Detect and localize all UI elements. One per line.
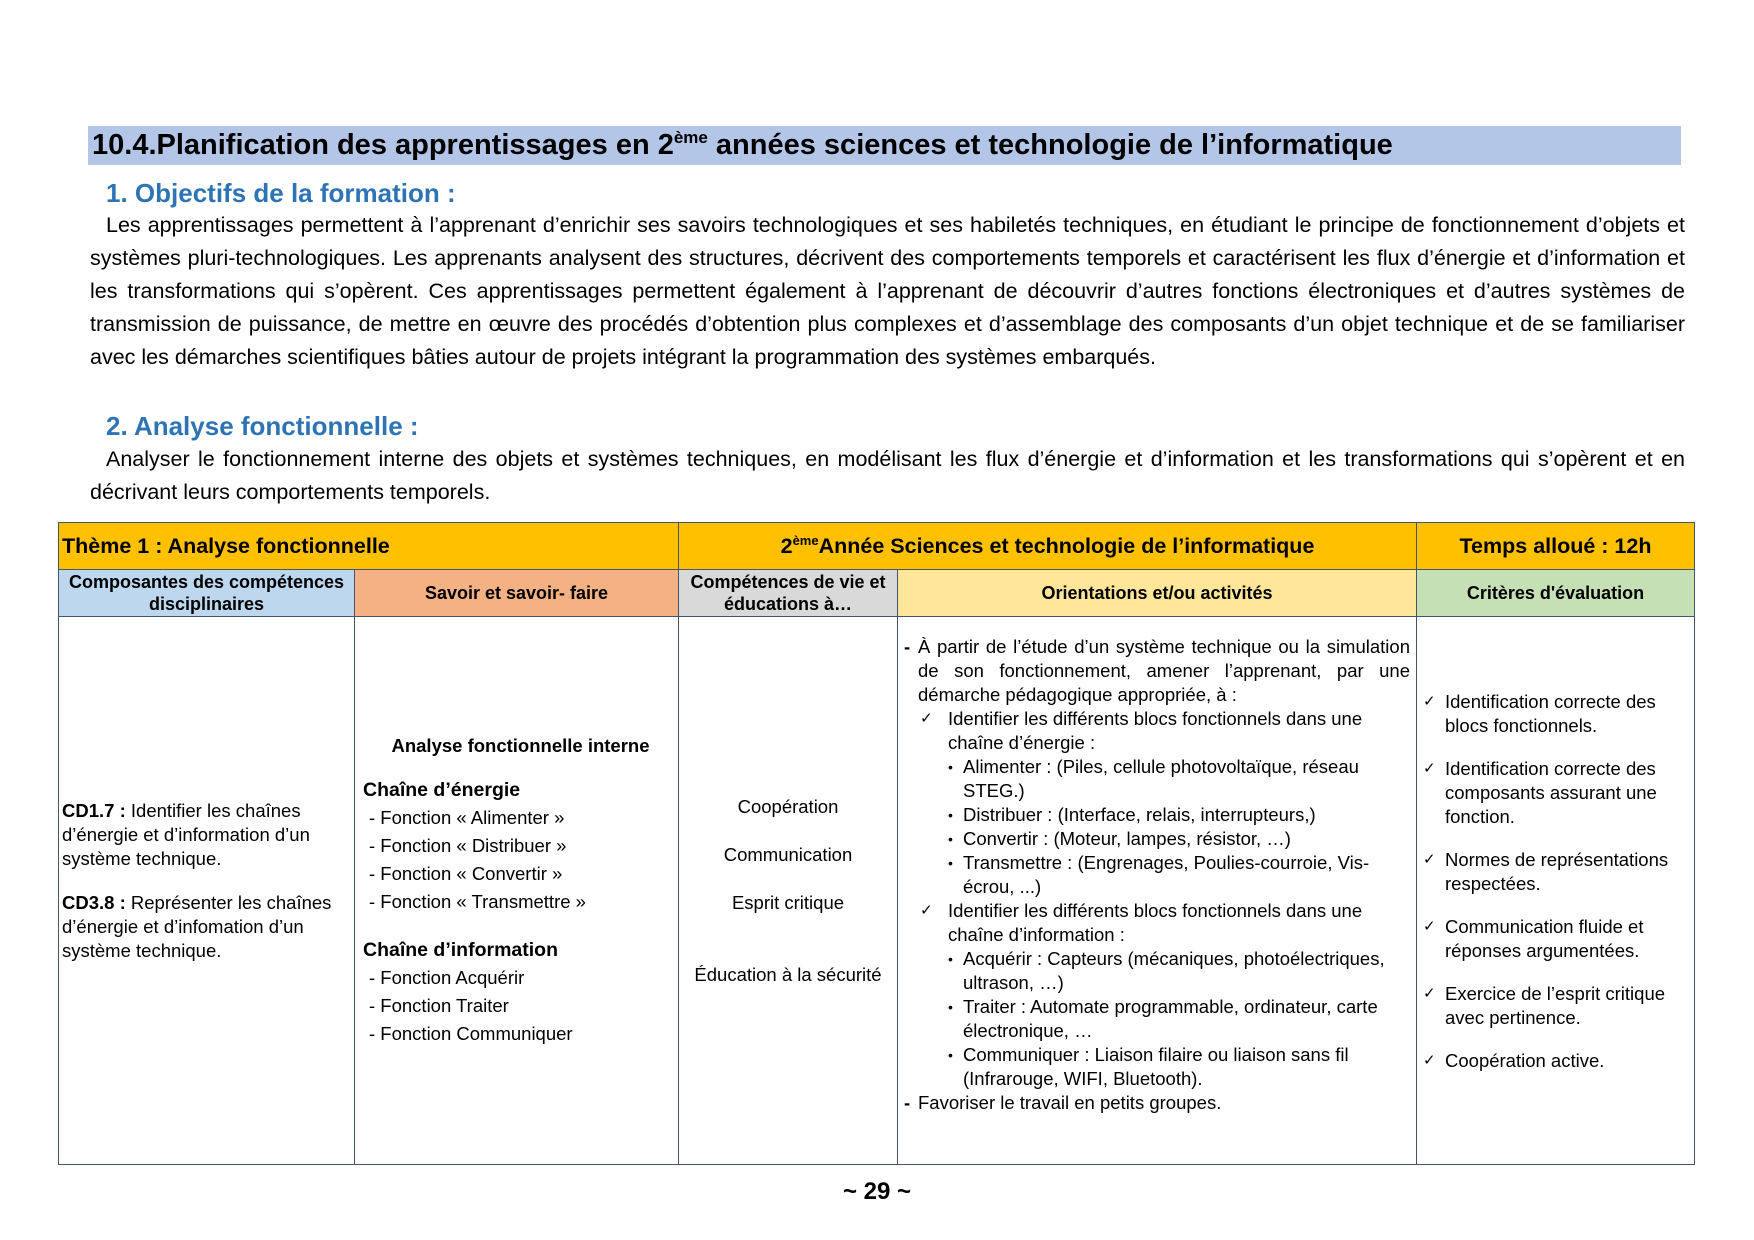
orientation-bullet-text: Traiter : Automate programmable, ordinateur, carte électronique, …: [963, 996, 1378, 1041]
competences-cell: [59, 617, 355, 1165]
header-savoir: Savoir et savoir- faire: [355, 570, 679, 617]
bullet-icon: •: [948, 759, 953, 775]
orientations-cell: [898, 617, 1417, 1165]
check-icon: ✓: [920, 902, 933, 919]
energie-item: - Fonction « Alimenter »: [369, 806, 565, 828]
theme-row: [59, 523, 1695, 570]
critere-text: Exercice de l’esprit critique avec pertinence.: [1445, 982, 1666, 1028]
orientation-bullet: [904, 1043, 1410, 1091]
critere-text: Normes de représentations respectées.: [1445, 848, 1669, 894]
life-skill: Esprit critique: [731, 891, 845, 913]
content-row: [59, 617, 1695, 1165]
energie-title: Chaîne d’énergie: [363, 778, 521, 801]
check-icon: ✓: [920, 710, 933, 727]
orientation-bullet-text: Distribuer : (Interface, relais, interrupteurs,): [963, 804, 1316, 825]
criteres-cell: [1417, 617, 1695, 1165]
critere-item: [1423, 848, 1690, 896]
critere-item: [1423, 1049, 1690, 1073]
life-skill: Communication: [723, 843, 853, 865]
orientation-check: [904, 707, 1410, 755]
savoir-cell: [355, 617, 679, 1165]
orientation-bullet: [904, 755, 1410, 803]
info-item: - Fonction Acquérir: [369, 966, 525, 988]
theme-cell: [59, 523, 679, 570]
section2-paragraph: Analyser le fonctionnement interne des objets et systèmes techniques, en modélisant les flux d’énergie et d’information et les transformations qui s’opèrent et en décrivant leurs comportements temporels.: [90, 447, 1685, 504]
info-item: - Fonction Communiquer: [369, 1022, 573, 1044]
orientation-intro: [904, 635, 1410, 707]
bullet-icon: •: [948, 855, 953, 871]
critere-text: Identification correcte des composants assurant une fonction.: [1445, 757, 1657, 827]
critere-item: [1423, 757, 1690, 829]
year-superscript: ème: [792, 532, 819, 548]
critere-item: [1423, 690, 1690, 738]
energie-item: - Fonction « Transmettre »: [369, 890, 586, 912]
bullet-icon: •: [948, 951, 953, 967]
check-icon: ✓: [1423, 850, 1436, 868]
year-cell: [679, 523, 1417, 570]
check-icon: ✓: [1423, 917, 1436, 935]
orientation-bullet: [904, 947, 1410, 995]
info-item: - Fonction Traiter: [369, 994, 509, 1016]
orientation-bullet-text: Acquérir : Capteurs (mécaniques, photoélectriques, ultrason, …): [963, 948, 1385, 993]
orientation-bullet-text: Alimenter : (Piles, cellule photovoltaïque, réseau STEG.): [963, 756, 1359, 801]
orientation-check-text: Identifier les différents blocs fonctionnels dans une chaîne d’énergie :: [948, 708, 1363, 753]
check-icon: ✓: [1423, 692, 1436, 710]
orientation-check-text: Identifier les différents blocs fonctionnels dans une chaîne d’information :: [948, 900, 1363, 945]
energie-item: - Fonction « Distribuer »: [369, 834, 567, 856]
bullet-icon: •: [948, 1047, 953, 1063]
orientation-bullet-text: Convertir : (Moteur, lampes, résistor, …): [963, 828, 1291, 849]
time-label: Temps alloué : 12h: [1459, 533, 1652, 558]
critere-item: [1423, 982, 1690, 1030]
critere-text: Identification correcte des blocs fonctionnels.: [1445, 690, 1656, 736]
time-cell: [1417, 523, 1695, 570]
orientation-bullet-text: Communiquer : Liaison filaire ou liaison sans fil (Infrarouge, WIFI, Bluetooth).: [963, 1044, 1349, 1089]
header-orientations: Orientations et/ou activités: [898, 570, 1417, 617]
check-icon: ✓: [1423, 759, 1436, 777]
orientation-bullet: [904, 851, 1410, 899]
dash-icon: -: [904, 1092, 911, 1113]
competences-vie-cell: [679, 617, 898, 1165]
theme-label: Thème 1 : Analyse fonctionnelle: [62, 533, 390, 558]
competence-item: [62, 799, 350, 871]
competence-text: Identifier les chaînes d’énergie et d’information d’un système technique.: [62, 799, 310, 869]
title-suffix: années sciences et technologie de l’informatique: [707, 129, 1393, 161]
competence-code: CD1.7 :: [62, 799, 126, 821]
page-number: ~ 29 ~: [842, 1178, 912, 1205]
orientation-bullet: [904, 995, 1410, 1043]
year-label: Année Sciences et technologie de l’informatique: [818, 533, 1315, 558]
section2-heading: 2. Analyse fonctionnelle :: [106, 411, 419, 441]
orientation-bullet: [904, 803, 1410, 827]
title-prefix: 10.4.Planification des apprentissages en 2: [92, 129, 674, 161]
critere-item: [1423, 915, 1690, 963]
title-superscript: ème: [673, 128, 708, 147]
competence-text: Représenter les chaînes d’énergie et d’infomation d’un système technique.: [62, 891, 332, 961]
header-criteres: Critères d'évaluation: [1417, 570, 1695, 617]
year-prefix: 2: [780, 533, 793, 558]
energie-item: - Fonction « Convertir »: [369, 862, 563, 884]
planning-table: [58, 522, 1695, 1165]
page-title: [88, 126, 1681, 165]
check-icon: ✓: [1423, 1051, 1436, 1069]
bullet-icon: •: [948, 831, 953, 847]
orientation-check: [904, 899, 1410, 947]
competence-code: CD3.8 :: [62, 891, 126, 913]
critere-text: Communication fluide et réponses argumentées.: [1445, 915, 1644, 961]
orientation-intro-text: À partir de l’étude d’un système technique ou la simulation de son fonctionnement, amener l’apprenant, par une démarche pédagogique appropriée, à :: [918, 636, 1410, 705]
check-icon: ✓: [1423, 984, 1436, 1002]
orientation-bullet: [904, 827, 1410, 851]
bullet-icon: •: [948, 999, 953, 1015]
competence-item: [62, 891, 350, 963]
orientation-outro: [904, 1091, 1410, 1115]
critere-text: Coopération active.: [1445, 1049, 1605, 1071]
header-competences-vie: Compétences de vie et éducations à…: [679, 570, 898, 617]
life-skill: Éducation à la sécurité: [694, 963, 882, 985]
life-skill: Coopération: [737, 795, 839, 817]
column-header-row: [59, 570, 1695, 617]
orientation-bullet-text: Transmettre : (Engrenages, Poulies-courroie, Vis-écrou, ...): [963, 852, 1370, 897]
section1-heading: 1. Objectifs de la formation :: [106, 178, 456, 208]
section1-paragraph: Les apprentissages permettent à l’apprenant d’enrichir ses savoirs technologiques et ses habiletés techniques, en étudiant le principe de fonctionnement d’objets et systèmes pluri-technologiques. Les apprenants analysent des structures, décrivent des comportements temporels et caractérisent les flux d’énergie et d’information et les transformations qui s’opèrent. Ces apprentissages permettent également à l’apprenant de découvrir d’autres fonctions électroniques et d’autres systèmes de transmission de puissance, de mettre en œuvre des procédés d’obtention plus complexes et d’assemblage des composants d’un objet technique et de se familiariser avec les démarches scientifiques bâties autour de projets intégrant la programmation des systèmes embarqués.: [90, 213, 1685, 369]
bullet-icon: •: [948, 807, 953, 823]
info-title: Chaîne d’information: [363, 938, 558, 961]
orientation-outro-text: Favoriser le travail en petits groupes.: [918, 1092, 1222, 1113]
savoir-title: Analyse fonctionnelle interne: [391, 734, 650, 756]
dash-icon: -: [904, 636, 911, 657]
header-competences-disciplinaires: Composantes des compétences disciplinaires: [59, 570, 355, 617]
